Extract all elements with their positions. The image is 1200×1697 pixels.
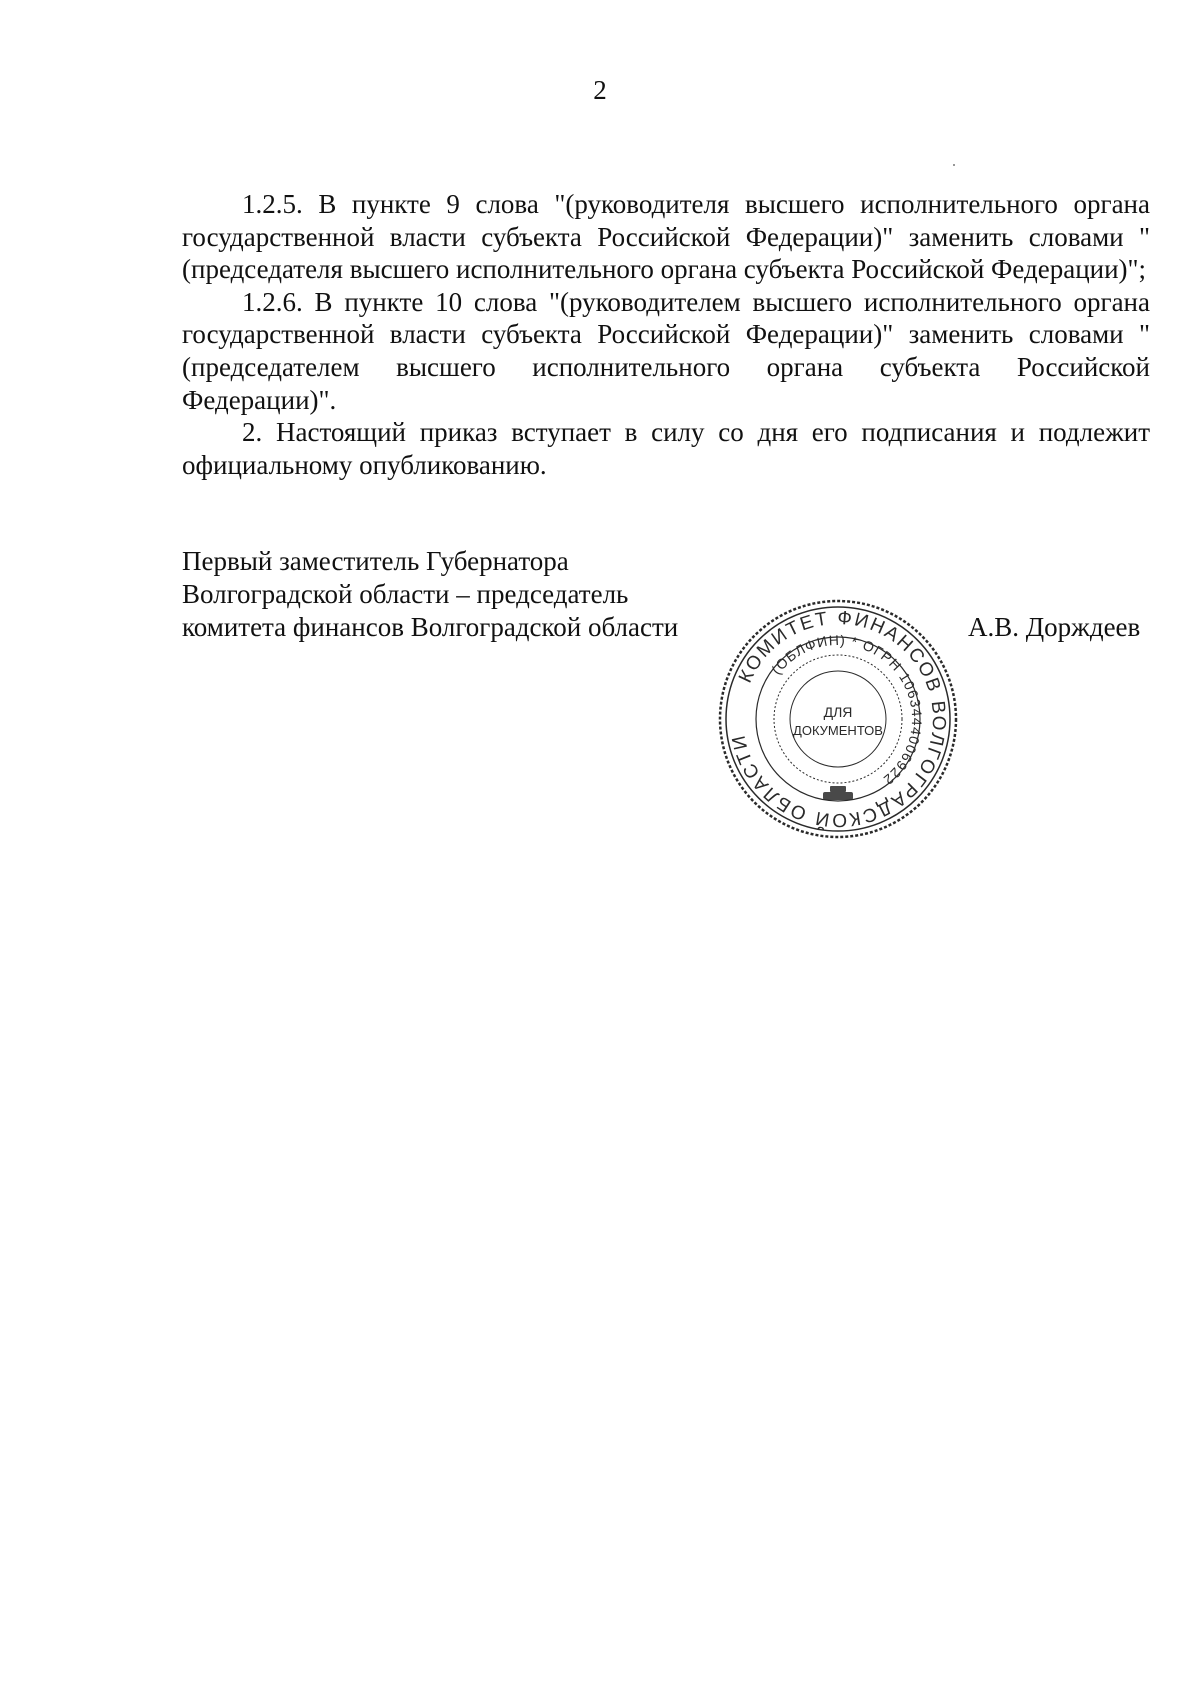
stamp-center-line-2: ДОКУМЕНТОВ: [793, 723, 883, 738]
official-stamp: [715, 596, 961, 842]
stamp-outer-text: КОМИТЕТ ФИНАНСОВ ВОЛГОГРАДСКОЙ ОБЛАСТИ: [728, 607, 950, 831]
signer-position: [182, 545, 702, 644]
signer-position-line: Первый заместитель Губернатора: [182, 546, 569, 576]
page-number: 2: [593, 75, 607, 105]
stamp-emblem-icon: [823, 786, 853, 800]
document-body: [182, 188, 1150, 481]
signer-position-line: Волгоградской области – председатель: [182, 579, 629, 609]
stamp-inner-text: (ОБЛФИН) * ОГРН 1063444006922: [767, 631, 926, 789]
scan-speck: [953, 164, 955, 166]
paragraph-1-2-6: 1.2.6. В пункте 10 слова "(руководителем высшего исполнительного органа государственной власти субъекта Российской Федерации)" заменить словами "(председателем высшего исполнительного органа субъекта Российской Федерации)".: [182, 286, 1150, 415]
signer-name: А.В. Дорждеев: [968, 612, 1141, 642]
paragraph-2: 2. Настоящий приказ вступает в силу со дня его подписания и подлежит официальному опубликованию.: [182, 417, 1150, 480]
stamp-center-line-1: ДЛЯ: [823, 704, 853, 720]
signer-position-line: комитета финансов Волгоградской области: [182, 612, 679, 642]
paragraph-1-2-5: 1.2.5. В пункте 9 слова "(руководителя высшего исполнительного органа государственной власти субъекта Российской Федерации)" заменить словами "(председателя высшего исполнительного органа субъекта Российской Федерации)";: [182, 189, 1150, 285]
